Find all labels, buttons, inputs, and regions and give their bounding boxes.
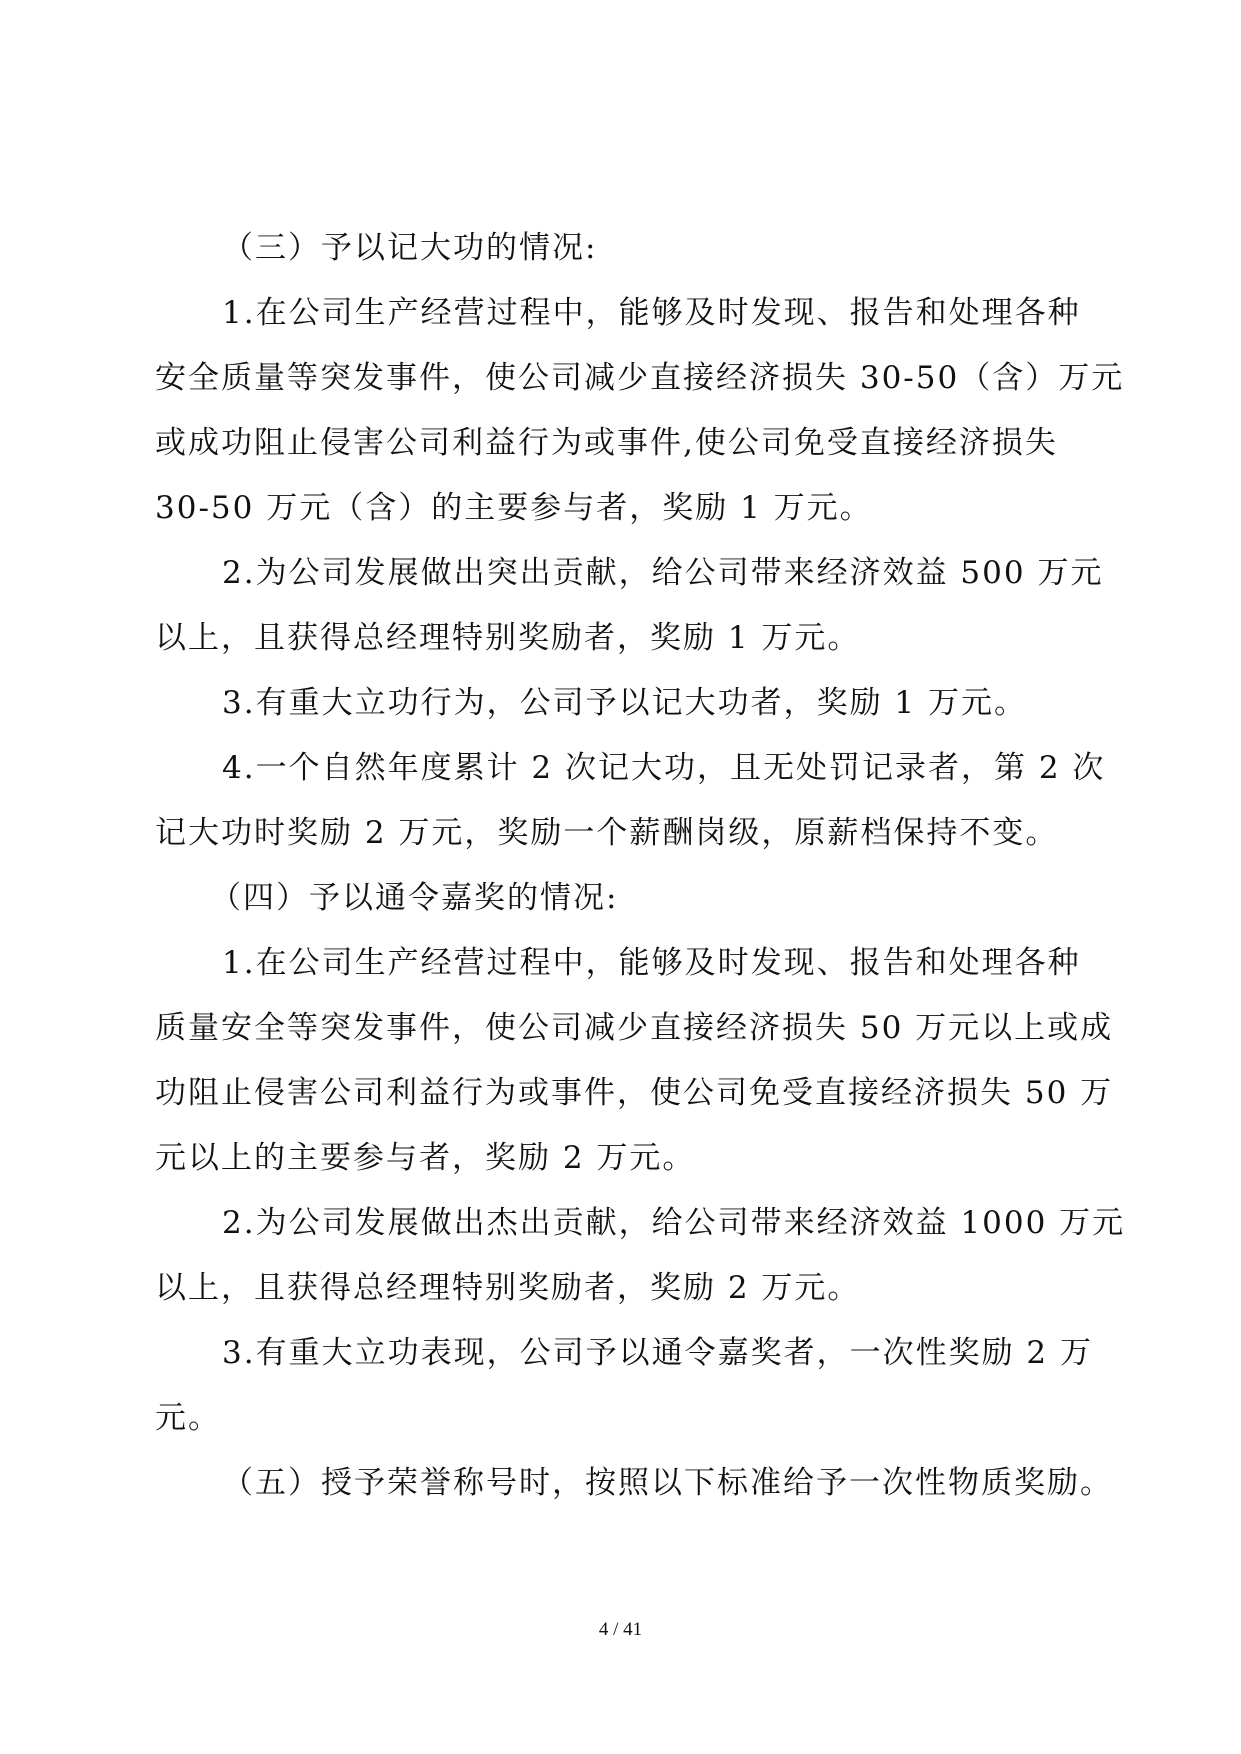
paragraph-line: 元以上的主要参与者，奖励 2 万元。: [155, 1140, 696, 1176]
section-heading-3: （三）予以记大功的情况:: [222, 230, 598, 266]
paragraph-line: 记大功时奖励 2 万元，奖励一个薪酬岗级，原薪档保持不变。: [155, 815, 1059, 851]
section-heading-5: （五）授予荣誉称号时，按照以下标准给予一次性物质奖励。: [222, 1465, 1113, 1501]
paragraph-line: 30-50 万元（含）的主要参与者，奖励 1 万元。: [155, 490, 873, 526]
paragraph-line: 元。: [155, 1400, 221, 1436]
paragraph-line: 3.有重大立功表现，公司予以通令嘉奖者，一次性奖励 2 万: [222, 1335, 1094, 1371]
paragraph-line: 或成功阻止侵害公司利益行为或事件,使公司免受直接经济损失: [155, 425, 1058, 461]
paragraph-line: 2.为公司发展做出杰出贡献，给公司带来经济效益 1000 万元: [222, 1205, 1126, 1241]
paragraph-line: 安全质量等突发事件，使公司减少直接经济损失 30-50（含）万元: [155, 360, 1125, 396]
section-heading-4: （四）予以通令嘉奖的情况:: [210, 880, 619, 916]
paragraph-line: 功阻止侵害公司利益行为或事件，使公司免受直接经济损失 50 万: [155, 1075, 1114, 1111]
paragraph-line: 1.在公司生产经营过程中，能够及时发现、报告和处理各种: [222, 945, 1081, 981]
paragraph-line: 以上，且获得总经理特别奖励者，奖励 2 万元。: [155, 1270, 861, 1306]
paragraph-line: 质量安全等突发事件，使公司减少直接经济损失 50 万元以上或成: [155, 1010, 1114, 1046]
paragraph-line: 2.为公司发展做出突出贡献，给公司带来经济效益 500 万元: [222, 555, 1104, 591]
page-number: 4 / 41: [598, 1619, 643, 1640]
paragraph-line: 3.有重大立功行为，公司予以记大功者，奖励 1 万元。: [222, 685, 1028, 721]
paragraph-line: 1.在公司生产经营过程中，能够及时发现、报告和处理各种: [222, 295, 1081, 331]
paragraph-line: 以上，且获得总经理特别奖励者，奖励 1 万元。: [155, 620, 861, 656]
paragraph-line: 4.一个自然年度累计 2 次记大功，且无处罚记录者，第 2 次: [222, 750, 1106, 786]
